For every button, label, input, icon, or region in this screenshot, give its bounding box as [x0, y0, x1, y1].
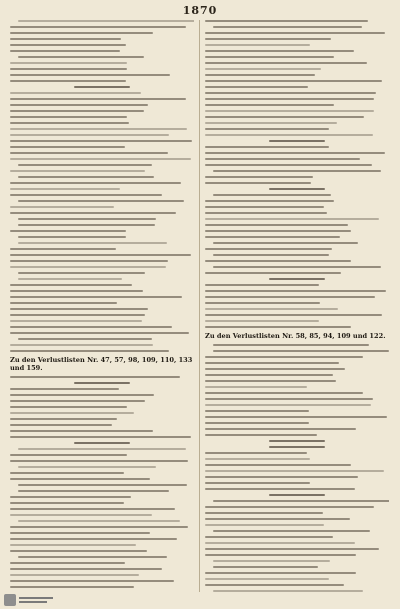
illegible-entry-line	[205, 290, 386, 292]
illegible-entry-line	[10, 128, 187, 130]
illegible-entry-line	[205, 554, 356, 556]
illegible-entry-line	[10, 260, 168, 262]
illegible-entry-line	[213, 170, 381, 172]
illegible-entry-line	[10, 532, 150, 534]
illegible-entry-line	[10, 266, 166, 268]
illegible-entry-line	[205, 368, 345, 370]
illegible-entry-line	[205, 302, 320, 304]
illegible-entry-line	[18, 176, 154, 178]
illegible-entry-line	[269, 494, 324, 496]
illegible-entry-line	[213, 254, 329, 256]
illegible-entry-line	[10, 230, 126, 232]
illegible-entry-line	[205, 86, 308, 88]
right-column	[205, 20, 389, 592]
illegible-entry-line	[10, 140, 192, 142]
illegible-entry-line	[10, 302, 117, 304]
illegible-entry-line	[205, 392, 363, 394]
illegible-entry-line	[10, 194, 162, 196]
illegible-entry-line	[205, 482, 310, 484]
illegible-entry-line	[269, 278, 324, 280]
illegible-entry-line	[10, 254, 191, 256]
illegible-entry-line	[205, 584, 344, 586]
right-section-heading: Zu den Verlustlisten Nr. 58, 85, 94, 109 und 122.	[205, 332, 386, 340]
illegible-entry-line	[205, 434, 317, 436]
illegible-entry-line	[10, 478, 150, 480]
entry-lines-right-top	[205, 20, 389, 328]
illegible-entry-line	[10, 38, 121, 40]
illegible-entry-line	[205, 50, 354, 52]
illegible-entry-line	[205, 542, 355, 544]
illegible-entry-line	[18, 556, 167, 558]
illegible-entry-line	[269, 140, 324, 142]
illegible-entry-line	[205, 296, 375, 298]
illegible-entry-line	[18, 236, 126, 238]
page-year: 1870	[182, 4, 218, 17]
illegible-entry-line	[205, 458, 310, 460]
illegible-entry-line	[205, 146, 329, 148]
illegible-entry-line	[213, 566, 318, 568]
illegible-entry-line	[18, 242, 167, 244]
illegible-entry-line	[205, 20, 368, 22]
illegible-entry-line	[10, 424, 112, 426]
illegible-entry-line	[10, 314, 145, 316]
digitization-stamp	[4, 594, 53, 606]
illegible-entry-line	[205, 230, 351, 232]
illegible-entry-line	[10, 394, 154, 396]
illegible-entry-line	[269, 440, 324, 442]
illegible-entry-line	[10, 80, 126, 82]
entry-lines-left-top	[10, 20, 194, 352]
illegible-entry-line	[205, 572, 356, 574]
illegible-entry-line	[10, 170, 145, 172]
illegible-entry-line	[205, 506, 374, 508]
illegible-entry-line	[10, 110, 144, 112]
illegible-entry-line	[10, 134, 169, 136]
illegible-entry-line	[205, 398, 373, 400]
illegible-entry-line	[205, 128, 329, 130]
illegible-entry-line	[205, 476, 358, 478]
illegible-entry-line	[205, 488, 355, 490]
illegible-entry-line	[213, 194, 331, 196]
stamp-lettering	[19, 595, 53, 605]
illegible-entry-line	[205, 206, 324, 208]
illegible-entry-line	[10, 26, 186, 28]
illegible-entry-line	[18, 338, 152, 340]
illegible-entry-line	[10, 104, 148, 106]
illegible-entry-line	[18, 466, 156, 468]
illegible-entry-line	[18, 20, 194, 22]
illegible-entry-line	[10, 212, 176, 214]
illegible-entry-line	[205, 212, 327, 214]
illegible-entry-line	[205, 224, 348, 226]
illegible-entry-line	[205, 308, 338, 310]
illegible-entry-line	[205, 416, 387, 418]
illegible-entry-line	[205, 314, 382, 316]
illegible-entry-line	[213, 242, 358, 244]
illegible-entry-line	[10, 508, 175, 510]
illegible-entry-line	[18, 448, 186, 450]
illegible-entry-line	[205, 98, 374, 100]
illegible-entry-line	[205, 176, 313, 178]
illegible-entry-line	[205, 182, 311, 184]
illegible-entry-line	[10, 376, 180, 378]
illegible-entry-line	[10, 32, 153, 34]
left-column	[10, 20, 194, 592]
illegible-entry-line	[205, 284, 319, 286]
illegible-entry-line	[205, 518, 350, 520]
library-logo-icon	[4, 594, 16, 606]
illegible-entry-line	[213, 530, 370, 532]
illegible-entry-line	[205, 374, 333, 376]
illegible-entry-line	[10, 586, 134, 588]
illegible-entry-line	[10, 412, 134, 414]
illegible-entry-line	[205, 320, 319, 322]
illegible-entry-line	[10, 50, 120, 52]
illegible-entry-line	[10, 62, 127, 64]
illegible-entry-line	[205, 464, 351, 466]
illegible-entry-line	[10, 496, 131, 498]
illegible-entry-line	[213, 350, 389, 352]
illegible-entry-line	[213, 590, 363, 592]
illegible-entry-line	[205, 362, 339, 364]
illegible-entry-line	[213, 344, 369, 346]
illegible-entry-line	[205, 218, 379, 220]
illegible-entry-line	[205, 158, 360, 160]
illegible-entry-line	[10, 320, 142, 322]
illegible-entry-line	[213, 500, 389, 502]
illegible-entry-line	[74, 86, 129, 88]
illegible-entry-line	[18, 200, 184, 202]
illegible-entry-line	[269, 446, 324, 448]
illegible-entry-line	[269, 188, 324, 190]
illegible-entry-line	[10, 580, 174, 582]
illegible-entry-line	[10, 460, 188, 462]
illegible-entry-line	[213, 560, 330, 562]
illegible-entry-line	[10, 562, 125, 564]
illegible-entry-line	[18, 278, 122, 280]
illegible-entry-line	[10, 68, 127, 70]
illegible-entry-line	[205, 386, 307, 388]
illegible-entry-line	[205, 32, 385, 34]
illegible-entry-line	[205, 92, 376, 94]
illegible-entry-line	[205, 404, 371, 406]
illegible-entry-line	[10, 332, 189, 334]
illegible-entry-line	[205, 452, 307, 454]
illegible-entry-line	[205, 272, 341, 274]
illegible-entry-line	[10, 514, 152, 516]
illegible-entry-line	[205, 410, 309, 412]
illegible-entry-line	[10, 122, 129, 124]
illegible-entry-line	[10, 152, 168, 154]
illegible-entry-line	[205, 110, 374, 112]
illegible-entry-line	[10, 98, 186, 100]
illegible-entry-line	[205, 548, 379, 550]
illegible-entry-line	[205, 80, 382, 82]
illegible-entry-line	[205, 134, 373, 136]
illegible-entry-line	[205, 470, 384, 472]
illegible-entry-line	[74, 382, 129, 384]
illegible-entry-line	[205, 44, 310, 46]
illegible-entry-line	[10, 430, 153, 432]
illegible-entry-line	[18, 56, 144, 58]
illegible-entry-line	[205, 122, 337, 124]
illegible-entry-line	[10, 326, 172, 328]
illegible-entry-line	[10, 544, 136, 546]
illegible-entry-line	[205, 56, 334, 58]
illegible-entry-line	[18, 520, 180, 522]
illegible-entry-line	[10, 296, 182, 298]
illegible-entry-line	[18, 484, 187, 486]
illegible-entry-line	[10, 290, 143, 292]
illegible-entry-line	[18, 218, 156, 220]
column-divider	[199, 20, 200, 592]
illegible-entry-line	[205, 200, 334, 202]
illegible-entry-line	[10, 44, 126, 46]
left-section-heading: Zu den Verlustlisten Nr. 47, 57, 98, 109, 110, 133 und 159.	[10, 356, 193, 372]
illegible-entry-line	[10, 344, 153, 346]
illegible-entry-line	[10, 400, 145, 402]
illegible-entry-line	[205, 326, 351, 328]
illegible-entry-line	[205, 152, 385, 154]
illegible-entry-line	[213, 26, 362, 28]
illegible-entry-line	[205, 380, 336, 382]
illegible-entry-line	[10, 568, 162, 570]
illegible-entry-line	[205, 68, 321, 70]
illegible-entry-line	[10, 502, 124, 504]
illegible-entry-line	[205, 260, 351, 262]
illegible-entry-line	[10, 472, 124, 474]
entry-lines-left-bottom	[10, 376, 194, 592]
illegible-entry-line	[205, 578, 329, 580]
entry-lines-right-bottom	[205, 344, 389, 592]
illegible-entry-line	[205, 236, 340, 238]
illegible-entry-line	[10, 206, 114, 208]
illegible-entry-line	[18, 272, 145, 274]
illegible-entry-line	[205, 422, 309, 424]
illegible-entry-line	[205, 248, 332, 250]
illegible-entry-line	[10, 538, 177, 540]
illegible-entry-line	[10, 526, 188, 528]
illegible-entry-line	[10, 74, 170, 76]
illegible-entry-line	[10, 406, 127, 408]
illegible-entry-line	[205, 74, 315, 76]
illegible-entry-line	[205, 62, 367, 64]
illegible-entry-line	[10, 248, 116, 250]
illegible-entry-line	[205, 356, 363, 358]
illegible-entry-line	[18, 164, 152, 166]
illegible-entry-line	[10, 454, 127, 456]
illegible-entry-line	[205, 428, 356, 430]
illegible-entry-line	[10, 350, 169, 352]
illegible-entry-line	[10, 116, 127, 118]
illegible-entry-line	[10, 146, 125, 148]
illegible-entry-line	[205, 38, 331, 40]
illegible-entry-line	[205, 512, 323, 514]
illegible-entry-line	[74, 442, 129, 444]
illegible-entry-line	[205, 116, 364, 118]
illegible-entry-line	[18, 224, 155, 226]
illegible-entry-line	[10, 158, 191, 160]
illegible-entry-line	[10, 418, 117, 420]
illegible-entry-line	[10, 92, 141, 94]
illegible-entry-line	[205, 164, 372, 166]
illegible-entry-line	[10, 436, 191, 438]
illegible-entry-line	[205, 536, 333, 538]
illegible-entry-line	[10, 284, 132, 286]
illegible-entry-line	[10, 388, 119, 390]
illegible-entry-line	[10, 550, 147, 552]
illegible-entry-line	[205, 104, 334, 106]
illegible-entry-line	[213, 266, 381, 268]
illegible-entry-line	[10, 188, 120, 190]
illegible-entry-line	[18, 490, 169, 492]
illegible-entry-line	[205, 524, 324, 526]
illegible-entry-line	[10, 308, 148, 310]
illegible-entry-line	[10, 574, 139, 576]
illegible-entry-line	[10, 182, 181, 184]
